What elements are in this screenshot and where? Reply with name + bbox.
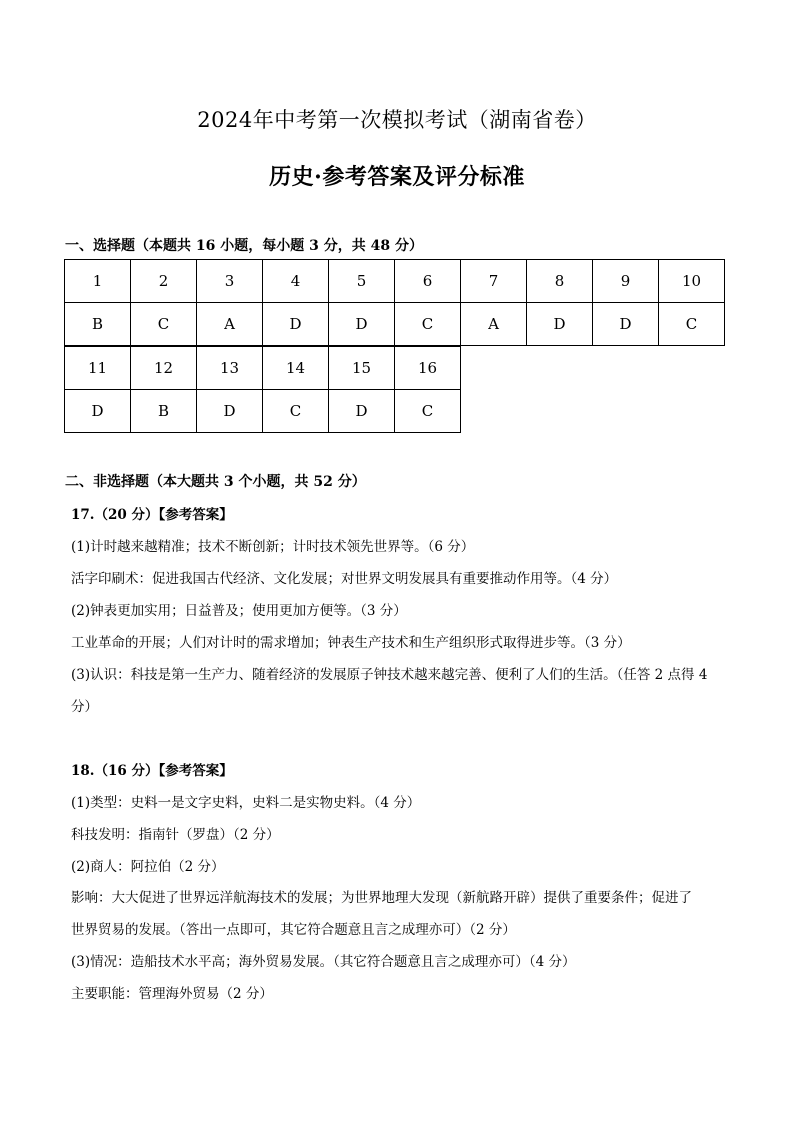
- answer-row: [65, 390, 461, 433]
- question-number: 1: [65, 260, 131, 303]
- question-number: 3: [197, 260, 263, 303]
- section2-heading: 二、非选择题（本大题共 3 个小题，共 52 分）: [65, 474, 366, 490]
- q17-line: 工业革命的开展；人们对计时的需求增加；钟表生产技术和生产组织形式取得进步等。（3 分）: [71, 635, 631, 651]
- question-number: 14: [263, 347, 329, 390]
- question-number: 9: [593, 260, 659, 303]
- answer-cell: D: [197, 390, 263, 433]
- question-number: 13: [197, 347, 263, 390]
- answer-cell: D: [65, 390, 131, 433]
- q18-line: 主要职能：管理海外贸易（2 分）: [71, 986, 273, 1002]
- q18-line: (3)情况：造船技术水平高；海外贸易发展。（其它符合题意且言之成理亦可）（4 分）: [71, 954, 576, 970]
- answer-cell: D: [329, 303, 395, 346]
- q18-line: 科技发明：指南针（罗盘）（2 分）: [71, 827, 280, 843]
- question-number: 16: [395, 347, 461, 390]
- q17-line: (2)钟表更加实用；日益普及；使用更加方便等。（3 分）: [71, 603, 407, 619]
- question-number-row: [65, 260, 725, 303]
- q17-line: (1)计时越来越精准；技术不断创新；计时技术领先世界等。（6 分）: [71, 539, 475, 555]
- q17-line: 分）: [71, 699, 98, 715]
- q18-line: (1)类型：史料一是文字史料，史料二是实物史料。（4 分）: [71, 795, 421, 811]
- answer-cell: C: [659, 303, 725, 346]
- answer-cell: C: [395, 303, 461, 346]
- answer-table-2: [64, 346, 461, 433]
- q17-line: 活字印刷术：促进我国古代经济、文化发展；对世界文明发展具有重要推动作用等。（4 分）: [71, 571, 618, 587]
- question-number: 2: [131, 260, 197, 303]
- q18-line: 影响：大大促进了世界远洋航海技术的发展；为世界地理大发现（新航路开辟）提供了重要条件；促进了: [71, 890, 692, 906]
- question-number: 11: [65, 347, 131, 390]
- answer-cell: A: [197, 303, 263, 346]
- question-number: 4: [263, 260, 329, 303]
- q18-header: 18.（16 分）【参考答案】: [71, 763, 233, 779]
- answer-cell: C: [131, 303, 197, 346]
- section1-heading: 一、选择题（本题共 16 小题，每小题 3 分，共 48 分）: [65, 238, 423, 254]
- question-number-row: [65, 347, 461, 390]
- answer-row: [65, 303, 725, 346]
- answer-cell: C: [263, 390, 329, 433]
- page-subtitle: 历史·参考答案及评分标准: [269, 164, 525, 190]
- page-title: 2024年中考第一次模拟考试（湖南省卷）: [197, 108, 597, 132]
- question-number: 15: [329, 347, 395, 390]
- answer-cell: B: [131, 390, 197, 433]
- answer-cell: D: [329, 390, 395, 433]
- question-number: 6: [395, 260, 461, 303]
- question-number: 10: [659, 260, 725, 303]
- question-number: 5: [329, 260, 395, 303]
- q18-line: 世界贸易的发展。（答出一点即可，其它符合题意且言之成理亦可）（2 分）: [71, 922, 516, 938]
- answer-table-1: [64, 259, 725, 346]
- answer-cell: D: [263, 303, 329, 346]
- q18-line: (2)商人：阿拉伯（2 分）: [71, 859, 225, 875]
- question-number: 7: [461, 260, 527, 303]
- q17-header: 17.（20 分）【参考答案】: [71, 507, 233, 523]
- answer-cell: D: [527, 303, 593, 346]
- q17-line: (3)认识：科技是第一生产力、随着经济的发展原子钟技术越来越完善、便利了人们的生活。（任答 2 点得 4: [71, 667, 708, 683]
- question-number: 8: [527, 260, 593, 303]
- question-number: 12: [131, 347, 197, 390]
- answer-cell: A: [461, 303, 527, 346]
- answer-cell: B: [65, 303, 131, 346]
- answer-cell: D: [593, 303, 659, 346]
- answer-cell: C: [395, 390, 461, 433]
